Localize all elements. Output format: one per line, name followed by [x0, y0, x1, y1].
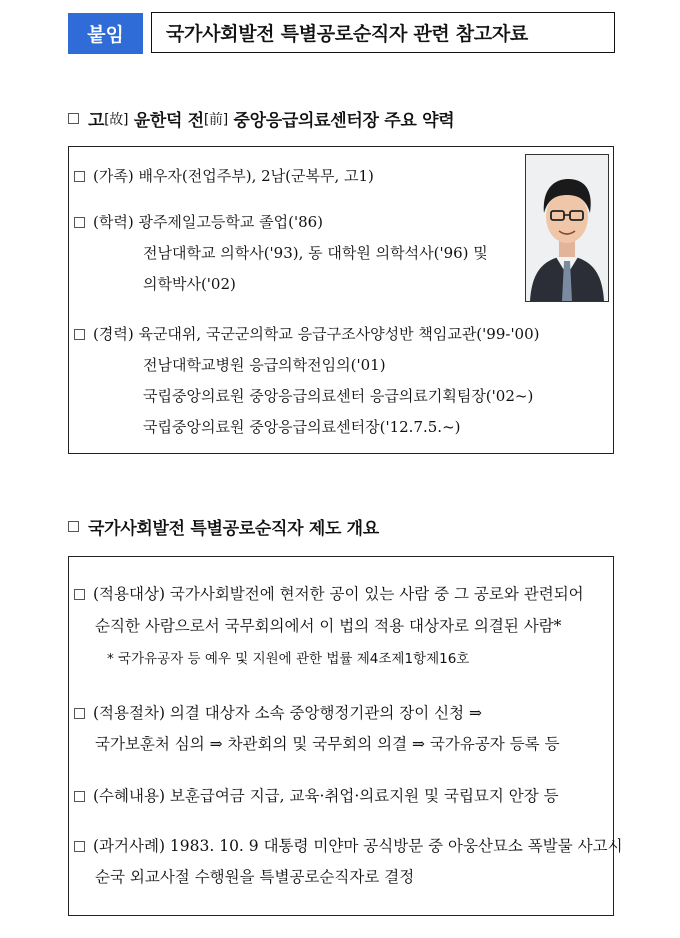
education-line-3: 의학박사('02) [143, 275, 236, 293]
precedent-line-1: (과거사례) 1983. 10. 9 대통령 미얀마 공식방문 중 아웅산묘소 폭발물 사고시 [93, 837, 623, 855]
attachment-tag: 붙임 [68, 13, 143, 54]
family-item [74, 166, 374, 186]
heading-hanja-former: [前] [203, 111, 228, 128]
target-item [74, 584, 584, 604]
portrait-photo-icon [525, 154, 609, 302]
precedent-item [74, 836, 623, 856]
document-title: 국가사회발전 특별공로순직자 관련 참고자료 [151, 12, 615, 53]
target-line-1: (적용대상) 국가사회발전에 현저한 공이 있는 사람 중 그 공로와 관련되어 [93, 585, 584, 603]
checkbox-square-icon [74, 841, 85, 852]
procedure-line-2: 국가보훈처 심의 ⇒ 차관회의 및 국무회의 의결 ⇒ 국가유공자 등록 등 [95, 735, 560, 753]
checkbox-square-icon [74, 217, 85, 228]
checkbox-square-icon [68, 521, 79, 532]
procedure-item [74, 703, 482, 723]
career-line-1: (경력) 육군대위, 국군군의학교 응급구조사양성반 책임교관('99-'00) [93, 325, 540, 343]
checkbox-square-icon [74, 589, 85, 600]
checkbox-square-icon [74, 171, 85, 182]
checkbox-square-icon [74, 329, 85, 340]
precedent-line-2: 순국 외교사절 수행원을 특별공로순직자로 결정 [95, 868, 415, 886]
family-text: (가족) 배우자(전업주부), 2남(군복무, 고1) [93, 167, 374, 185]
heading-suffix: 중앙응급의료센터장 주요 약력 [227, 111, 455, 131]
heading-name: 윤한덕 전 [128, 111, 204, 131]
checkbox-square-icon [74, 708, 85, 719]
heading-prefix: 고 [88, 111, 105, 131]
heading-hanja-deceased: [故] [104, 111, 129, 128]
career-item [74, 324, 540, 344]
target-footnote: * 국가유공자 등 예우 및 지원에 관한 법률 제4조제1항제16호 [107, 651, 470, 667]
career-line-4: 국립중앙의료원 중앙응급의료센터장('12.7.5.~) [143, 418, 461, 436]
checkbox-square-icon [68, 113, 79, 124]
target-line-2: 순직한 사람으로서 국무회의에서 이 법의 적용 대상자로 의결된 사람* [95, 617, 562, 635]
procedure-line-1: (적용절차) 의결 대상자 소속 중앙행정기관의 장이 신청 ⇒ [93, 704, 482, 722]
career-line-2: 전남대학교병원 응급의학전임의('01) [143, 356, 386, 374]
education-line-1: (학력) 광주제일고등학교 졸업('86) [93, 213, 324, 231]
benefits-text: (수혜내용) 보훈급여금 지급, 교육·취업·의료지원 및 국립묘지 안장 등 [93, 787, 559, 805]
section-heading-system [68, 514, 379, 539]
education-line-2: 전남대학교 의학사('93), 동 대학원 의학석사('96) 및 [143, 244, 488, 262]
system-heading-text: 국가사회발전 특별공로순직자 제도 개요 [88, 519, 379, 539]
section-heading-career [68, 106, 454, 131]
checkbox-square-icon [74, 791, 85, 802]
education-item [74, 212, 323, 232]
benefits-item [74, 786, 559, 806]
career-line-3: 국립중앙의료원 중앙응급의료센터 응급의료기획팀장('02~) [143, 387, 534, 405]
